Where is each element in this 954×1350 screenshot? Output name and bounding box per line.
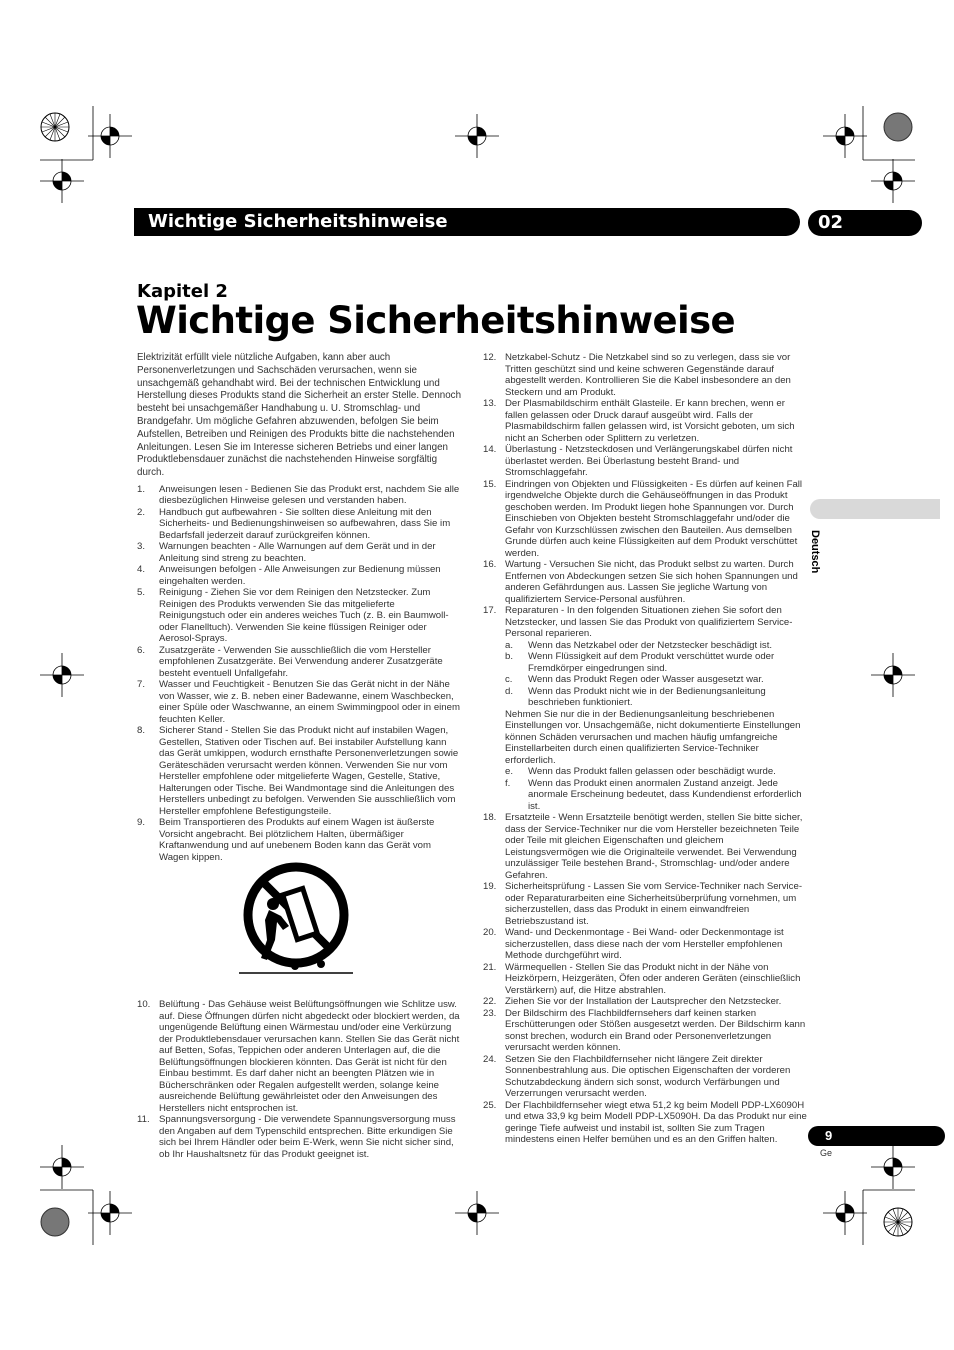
sub-list-item-text: Wenn das Netzkabel oder der Netzstecker beschädigt ist. — [528, 639, 773, 651]
repair-note: Nehmen Sie nur die in der Bedienungsanleitung beschriebenen Einstellungen vor. Unsachgemäße, nicht dokumentierte Einstellungen können Schäden verursachen und machen häufig umfangreiche Einstellarbeiten durch einen qualifizierten Service-Techniker erforderlich. — [505, 708, 801, 766]
list-item — [137, 817, 462, 863]
list-item-number: 2. — [137, 506, 146, 518]
list-item-number: 15. — [483, 478, 497, 490]
section-header-bar — [134, 208, 800, 236]
language-label: Deutsch — [809, 530, 821, 574]
list-item-number: 6. — [137, 644, 146, 656]
sub-list-item — [505, 651, 808, 674]
page-number: 9 — [825, 1128, 833, 1143]
list-item — [483, 1054, 808, 1100]
sub-list-item — [505, 766, 808, 778]
list-item-text: Wand- und Deckenmontage - Bei Wand- oder Deckenmontage ist sicherzustellen, dass diese nach der vom Hersteller empfohlenen Methode durchgeführt wird. — [505, 927, 784, 961]
sub-list-item — [505, 778, 808, 813]
list-item — [483, 352, 808, 398]
sub-list-item-number: e. — [505, 766, 514, 777]
list-item-number: 1. — [137, 483, 146, 495]
list-item-text: Wartung - Versuchen Sie nicht, das Produkt selbst zu warten. Durch Entfernen von Abdeckungen setzen Sie sich hohen Spannungen und anderen Gefährdungen aus. Lassen Sie jegliche Wartung von qualifiziertem Service-Personal ausführen. — [505, 559, 798, 605]
list-item-text: Anweisungen lesen - Bedienen Sie das Produkt erst, nachdem Sie alle diesbezüglichen Hinweise gelesen und verstanden haben. — [159, 483, 460, 507]
sub-list-item — [505, 640, 808, 652]
list-item-number: 20. — [483, 927, 497, 938]
intro-paragraph: Elektrizität erfüllt viele nützliche Aufgaben, kann aber auch Personenverletzungen und Sachschäden verursachen, wenn sie unsachgemäß gehandhabt wird. Bei der technischen Entwicklung und Herstellung dieses Produkts stand die Sicherheit an erster Stelle. Dennoch besteht bei unsachgemäßer Handhabung u. U. Stromschlag- und Brandgefahr. Um mögliche Gefahren abzuwenden, befolgen Sie beim Aufstellen, Betreiben und Reinigen des Produkts bitte die nachstehenden Anleitungen. Lesen Sie im Interesse sicheren Betriebs und einer langen Produktlebensdauer zunächst die nachstehenden Hinweise sorgfältig durch. — [137, 352, 462, 479]
list-item — [483, 1100, 808, 1146]
list-item-text: Wasser und Feuchtigkeit - Benutzen Sie das Gerät nicht in der Nähe von Wasser, wie z. B. neben einer Badewanne, einem Waschbecken, einer Spüle oder Waschwanne, an einem Swimmingpool oder in einem feuchten Keller. — [159, 679, 460, 725]
list-item-text: Netzkabel-Schutz - Die Netzkabel sind so zu verlegen, dass sie vor Tritten geschützt sind und keine schweren Gegenstände darauf abgestellt werden. Kontrollieren Sie die Kabel insbesondere an den Steckern und am Produkt. — [505, 352, 791, 398]
sub-list-item-number: c. — [505, 674, 513, 685]
safety-list-right — [483, 352, 808, 640]
list-item-number: 16. — [483, 559, 497, 570]
list-item-number: 7. — [137, 679, 146, 691]
sub-list-item-text: Wenn das Produkt Regen oder Wasser ausgesetzt war. — [528, 674, 764, 685]
list-item — [137, 999, 462, 1114]
list-item — [137, 645, 462, 680]
safety-list-right-continued — [483, 812, 808, 1146]
list-item-text: Warnungen beachten - Alle Warnungen auf dem Gerät und in der Anleitung sind streng zu beachten. — [159, 541, 436, 564]
list-item — [137, 541, 462, 564]
list-item — [483, 444, 808, 479]
list-item-text: Der Plasmabildschirm enthält Glasteile. Er kann brechen, wenn er fallen gelassen oder Druck darauf ausgeübt wird. Falls der Plasmabildschirm fallen gelassen wird, ist Vorsicht geboten, um sich nicht an Scherben oder Splittern zu verletzen. — [505, 398, 795, 444]
list-item-number: 14. — [483, 444, 497, 455]
list-item — [137, 564, 462, 587]
list-item — [483, 479, 808, 560]
page-number-badge — [808, 1126, 945, 1146]
list-item-text: Anweisungen befolgen - Alle Anweisungen zur Bedienung müssen eingehalten werden. — [159, 564, 441, 587]
list-item-text: Ersatzteile - Wenn Ersatzteile benötigt werden, stellen Sie bitte sicher, dass der Service-Techniker nur die vom Hersteller bezeichneten Teile oder Teile mit gleichen Eigenschaften und gleichem Leistungsvermögen wie die Originalteile verwendet. Bei Verwendung unzulässiger Teile bestehen Brand-, Stromschlag- und/oder andere Gefahren. — [505, 812, 803, 881]
language-code: Ge — [820, 1148, 833, 1158]
list-item-text: Reparaturen - In den folgenden Situationen ziehen Sie sofort den Netzstecker, und lassen Sie das Produkt von qualifiziertem Service-Personal reparieren. — [505, 605, 793, 639]
sub-list-item-text: Wenn das Produkt einen anormalen Zustand anzeigt. Jede anormale Erscheinung bedeutet, dass Kundendienst erforderlich ist. — [528, 777, 802, 812]
list-item-text: Der Flachbildfernseher wiegt etwa 51,2 kg beim Modell PDP-LX6090H und etwa 33,9 kg beim Modell PDP-LX5090H. Da das Produkt nur eine geringe Tiefe aufweist und instabil ist, sollten Sie zum Tragen mindestens einen Helfer bemühen und es an den Griffen halten. — [505, 1099, 807, 1145]
repair-conditions-continued — [483, 766, 808, 812]
list-item-number: 10. — [137, 999, 151, 1011]
list-item-number: 24. — [483, 1053, 497, 1065]
language-side-tab — [810, 499, 940, 519]
list-item-text: Spannungsversorgung - Die verwendete Spannungsversorgung muss den Angaben auf dem Typenschild entsprechen. Bitte erkundigen Sie sich bei Ihrem Händler oder beim E-Werk, wenn Sie nicht sicher sind, ob Ihr Haushaltsnetz für das Produkt geeignet ist. — [159, 1114, 456, 1160]
list-item-number: 5. — [137, 587, 146, 599]
list-item-text: Beim Transportieren des Produkts auf einem Wagen ist äußerste Vorsicht angebracht. Bei plötzlichem Halten, übermäßiger Kraftanwendung und auf unebenem Boden kann das Gerät vom Wagen kippen. — [159, 817, 435, 863]
sub-list-item — [505, 674, 808, 686]
list-item-text: Handbuch gut aufbewahren - Sie sollten diese Anleitung mit den Sicherheits- und Bedienungshinweisen so aufbewahren, dass Sie im Bedarfsfall jederzeit darauf zurückgreifen können. — [159, 506, 451, 541]
sub-list-item-number: f. — [505, 777, 511, 789]
sub-list-item-text: Wenn Flüssigkeit auf dem Produkt verschüttet wurde oder Fremdkörper eingedrungen sind. — [528, 651, 775, 674]
list-item-text: Reinigung - Ziehen Sie vor dem Reinigen den Netzstecker. Zum Reinigen des Produkts verwenden Sie das mitgelieferte Reinigungstuch oder ein anderes weiches Tuch (z. B. ein Baumwoll- oder Flanelltuch). Verwenden Sie keine flüssigen Reiniger oder Aerosol-Sprays. — [159, 587, 449, 645]
safety-list-left — [137, 484, 462, 864]
list-item — [483, 962, 808, 997]
chapter-number-badge — [808, 210, 922, 236]
list-item — [137, 725, 462, 817]
chapter-number: 02 — [818, 212, 844, 233]
list-item-number: 12. — [483, 352, 497, 363]
sub-list-item-text: Wenn das Produkt nicht wie in der Bedienungsanleitung beschrieben funktioniert. — [528, 685, 766, 708]
list-item-number: 13. — [483, 398, 497, 409]
list-item — [137, 484, 462, 507]
list-item — [137, 507, 462, 542]
list-item-text: Der Bildschirm des Flachbildfernsehers darf keinen starken Erschütterungen oder Stößen ausgesetzt werden. Der Bildschirm kann sonst brechen, wodurch ein Brand oder Personenverletzungen verursacht werden können. — [505, 1007, 806, 1053]
sub-list-item-number: a. — [505, 639, 514, 651]
sub-list-item — [505, 686, 808, 709]
list-item-number: 8. — [137, 725, 146, 737]
list-item-text: Eindringen von Objekten und Flüssigkeiten - Es dürfen auf keinen Fall irgendwelche Objekte durch die Gehäuseöffnungen in das Produkt geschoben werden. Im Produkt liegen hohe Spannungen vor. Durch Einschieben von Objekten besteht Stromschlaggefahr und/oder die Gefahr von Kurzschlüssen zwischen den Bauteilen. Aus demselben Grunde dürfen auch keine Flüssigkeiten auf dem Produkt verschüttet werden. — [505, 478, 803, 559]
list-item-number: 11. — [137, 1114, 150, 1126]
list-item-text: Zusatzgeräte - Verwenden Sie ausschließlich die vom Hersteller empfohlenen Zusatzgeräte. Bei Verwendung anderer Zusatzgeräte besteht eventuell Unfallgefahr. — [159, 644, 443, 679]
repair-conditions — [483, 640, 808, 709]
list-item-number: 9. — [137, 817, 146, 829]
list-item-number: 3. — [137, 541, 146, 553]
right-column — [483, 352, 808, 1146]
list-item-text: Überlastung - Netzsteckdosen und Verlängerungskabel dürfen nicht überlastet werden. Bei Überlastung besteht Brand- und Stromschlaggefahr. — [505, 444, 793, 478]
list-item-text: Sicherer Stand - Stellen Sie das Produkt nicht auf instabilen Wagen, Gestellen, Stativen oder Tischen auf. Bei instabiler Aufstellung kann das Gerät umkippen, wodurch ernsthafte Personenverletzungen sowie Geräteschäden verursacht werden können. Verwenden Sie nur vom Hersteller empfohlene oder mitgelieferte Wagen, Gestelle, Stative, Halterungen oder Tische. Bei Wandmontage sind die Anleitungen des Herstellers unbedingt zu befolgen. Verwenden Sie ausschließlich vom Hersteller empfohlene Befestigungsteile. — [159, 725, 459, 817]
list-item-number: 22. — [483, 996, 497, 1007]
list-item-number: 23. — [483, 1007, 497, 1019]
list-item — [483, 927, 808, 962]
list-item — [137, 1114, 462, 1160]
list-item-text: Wärmequellen - Stellen Sie das Produkt nicht in der Nähe von Heizkörpern, Heizgeräten, Öfen oder anderen Geräten (einschließlich Verstärkern) auf, die Hitze abstrahlen. — [505, 961, 801, 996]
list-item — [483, 398, 808, 444]
list-item-number: 17. — [483, 605, 497, 616]
page-title: Wichtige Sicherheitshinweise — [136, 299, 736, 342]
list-item-number: 18. — [483, 812, 497, 823]
list-item-number: 21. — [483, 961, 497, 973]
sub-list-item-number: d. — [505, 685, 514, 697]
cart-tip-over-warning-icon — [237, 860, 355, 978]
section-header-title: Wichtige Sicherheitshinweise — [148, 211, 448, 232]
list-item — [137, 679, 462, 725]
list-item — [483, 881, 808, 927]
list-item-text: Sicherheitsprüfung - Lassen Sie vom Service-Techniker nach Service- oder Reparaturarbeiten eine Sicherheitsüberprüfung vornehmen, um sicherzustellen, dass das Produkt in einem einwandfreien Betriebszustand ist. — [505, 881, 803, 927]
list-item-number: 4. — [137, 564, 146, 576]
list-item — [483, 605, 808, 640]
list-item — [483, 812, 808, 881]
sub-list-item-number: b. — [505, 651, 514, 662]
list-item-number: 25. — [483, 1099, 497, 1111]
left-column — [137, 352, 462, 1160]
list-item — [483, 1008, 808, 1054]
list-item-number: 19. — [483, 881, 497, 892]
list-item — [483, 996, 808, 1008]
list-item-text: Ziehen Sie vor der Installation der Lautsprecher den Netzstecker. — [505, 996, 782, 1007]
chapter-label: Kapitel 2 — [137, 281, 228, 302]
list-item-text: Belüftung - Das Gehäuse weist Belüftungsöffnungen wie Schlitze usw. auf. Diese Öffnungen dürfen nicht abgedeckt oder blockiert werden, da ungenügende Belüftung einen Wärmestau und/oder eine Verkürzung der Produktlebensdauer verursachen kann. Stellen Sie das Gerät nicht auf Betten, Sofas, Teppichen oder anderen Unterlagen auf, die die Belüftungsöffnungen blockieren könnten. Das Gerät ist nicht für den Einbau bestimmt. Es darf daher nicht an beengten Plätzen wie in Bücherschränken oder Regalen aufgestellt werden, solange keine ausreichende Belüftung gewährleistet oder den Anweisungen des Herstellers nicht entsprochen ist. — [159, 999, 460, 1114]
safety-list-left-continued — [137, 999, 462, 1160]
sub-list-item-text: Wenn das Produkt fallen gelassen oder beschädigt wurde. — [528, 766, 776, 777]
list-item-text: Setzen Sie den Flachbildfernseher nicht längere Zeit direkter Sonnenbestrahlung aus. Die optischen Eigenschaften der vorderen Schutzabdeckung ändern sich sonst, wodurch Verfärbungen und Verzerrungen verursacht werden. — [505, 1053, 791, 1099]
list-item — [483, 559, 808, 605]
list-item — [137, 587, 462, 645]
